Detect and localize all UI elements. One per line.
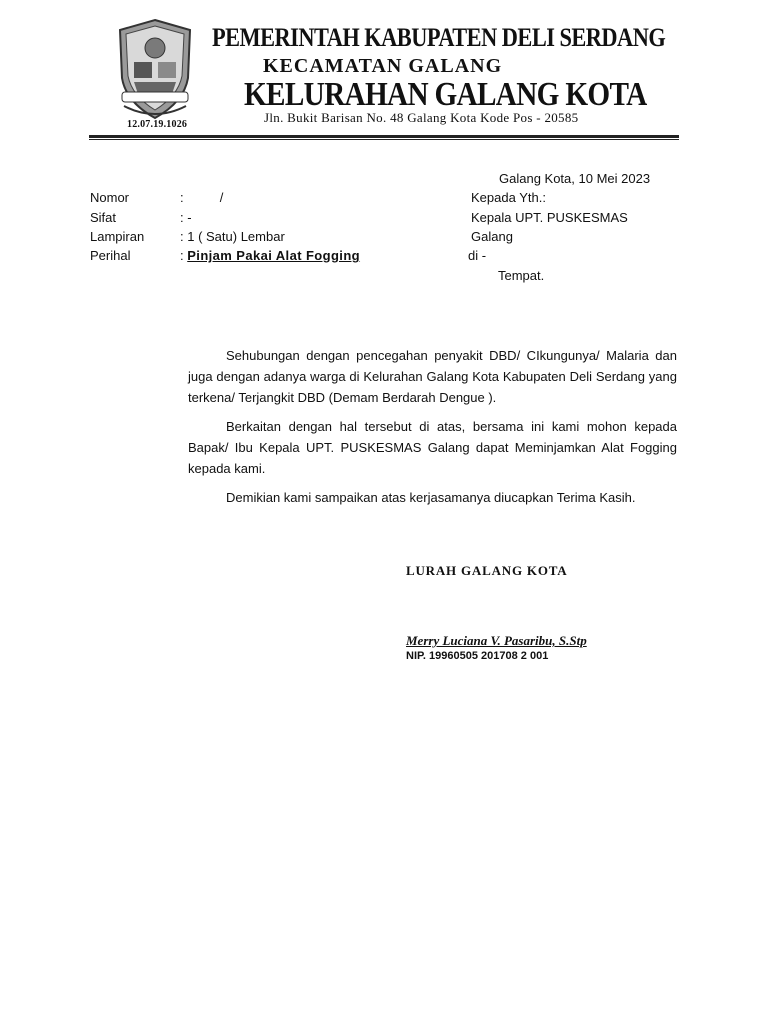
recipient-line-4: di - — [468, 248, 487, 263]
meta-value-nomor: : / — [180, 190, 224, 205]
signatory-name: Merry Luciana V. Pasaribu, S.Stp — [406, 633, 587, 648]
paragraph-1: Sehubungan dengan pencegahan penyakit DBD/ CIkungunya/ Malaria dan juga dengan adanya warga di Kelurahan Galang Kota Kabupaten Deli Serdang yang terkena/ Terjangkit DBD (Demam Berdarah Dengue ). — [188, 348, 677, 405]
government-heading: PEMERINTAH KABUPATEN DELI SERDANG — [212, 23, 666, 52]
letterhead-divider-thin — [89, 139, 679, 140]
recipient-line-1: Kepada Yth.: — [471, 190, 546, 205]
meta-label-sifat: Sifat — [90, 210, 117, 225]
district-heading: KECAMATAN GALANG — [263, 55, 503, 77]
signatory-title: LURAH GALANG KOTA — [406, 563, 568, 578]
meta-label-perihal: Perihal — [90, 248, 131, 263]
village-heading: KELURAHAN GALANG KOTA — [244, 76, 647, 113]
recipient-line-3: Galang — [471, 229, 513, 244]
meta-value-sifat: : - — [180, 210, 192, 225]
meta-label-nomor: Nomor — [90, 190, 130, 205]
letter-body — [188, 345, 677, 516]
paragraph-3: Demikian kami sampaikan atas kerjasamanya diucapkan Terima Kasih. — [226, 490, 636, 505]
recipient-line-5: Tempat. — [498, 268, 545, 283]
recipient-line-2: Kepala UPT. PUSKESMAS — [471, 210, 628, 225]
subject-text: Pinjam Pakai Alat Fogging — [187, 248, 361, 263]
letter-date: Galang Kota, 10 Mei 2023 — [499, 171, 651, 186]
paragraph-2: Berkaitan dengan hal tersebut di atas, bersama ini kami mohon kepada Bapak/ Ibu Kepala UPT. PUSKESMAS Galang dapat Meminjamkan Alat Fogging kepada kami. — [188, 419, 677, 476]
meta-prefix-perihal: : — [180, 248, 188, 263]
region-code: 12.07.19.1026 — [127, 119, 188, 130]
address-line: Jln. Bukit Barisan No. 48 Galang Kota Kode Pos - 20585 — [264, 110, 579, 125]
deli-serdang-emblem-icon — [114, 18, 196, 122]
meta-label-lampiran: Lampiran — [90, 229, 145, 244]
meta-value-lampiran: : 1 ( Satu) Lembar — [180, 229, 285, 244]
signatory-nip: NIP. 19960505 201708 2 001 — [406, 650, 549, 662]
letterhead-divider — [89, 135, 679, 138]
meta-value-perihal — [180, 248, 360, 264]
